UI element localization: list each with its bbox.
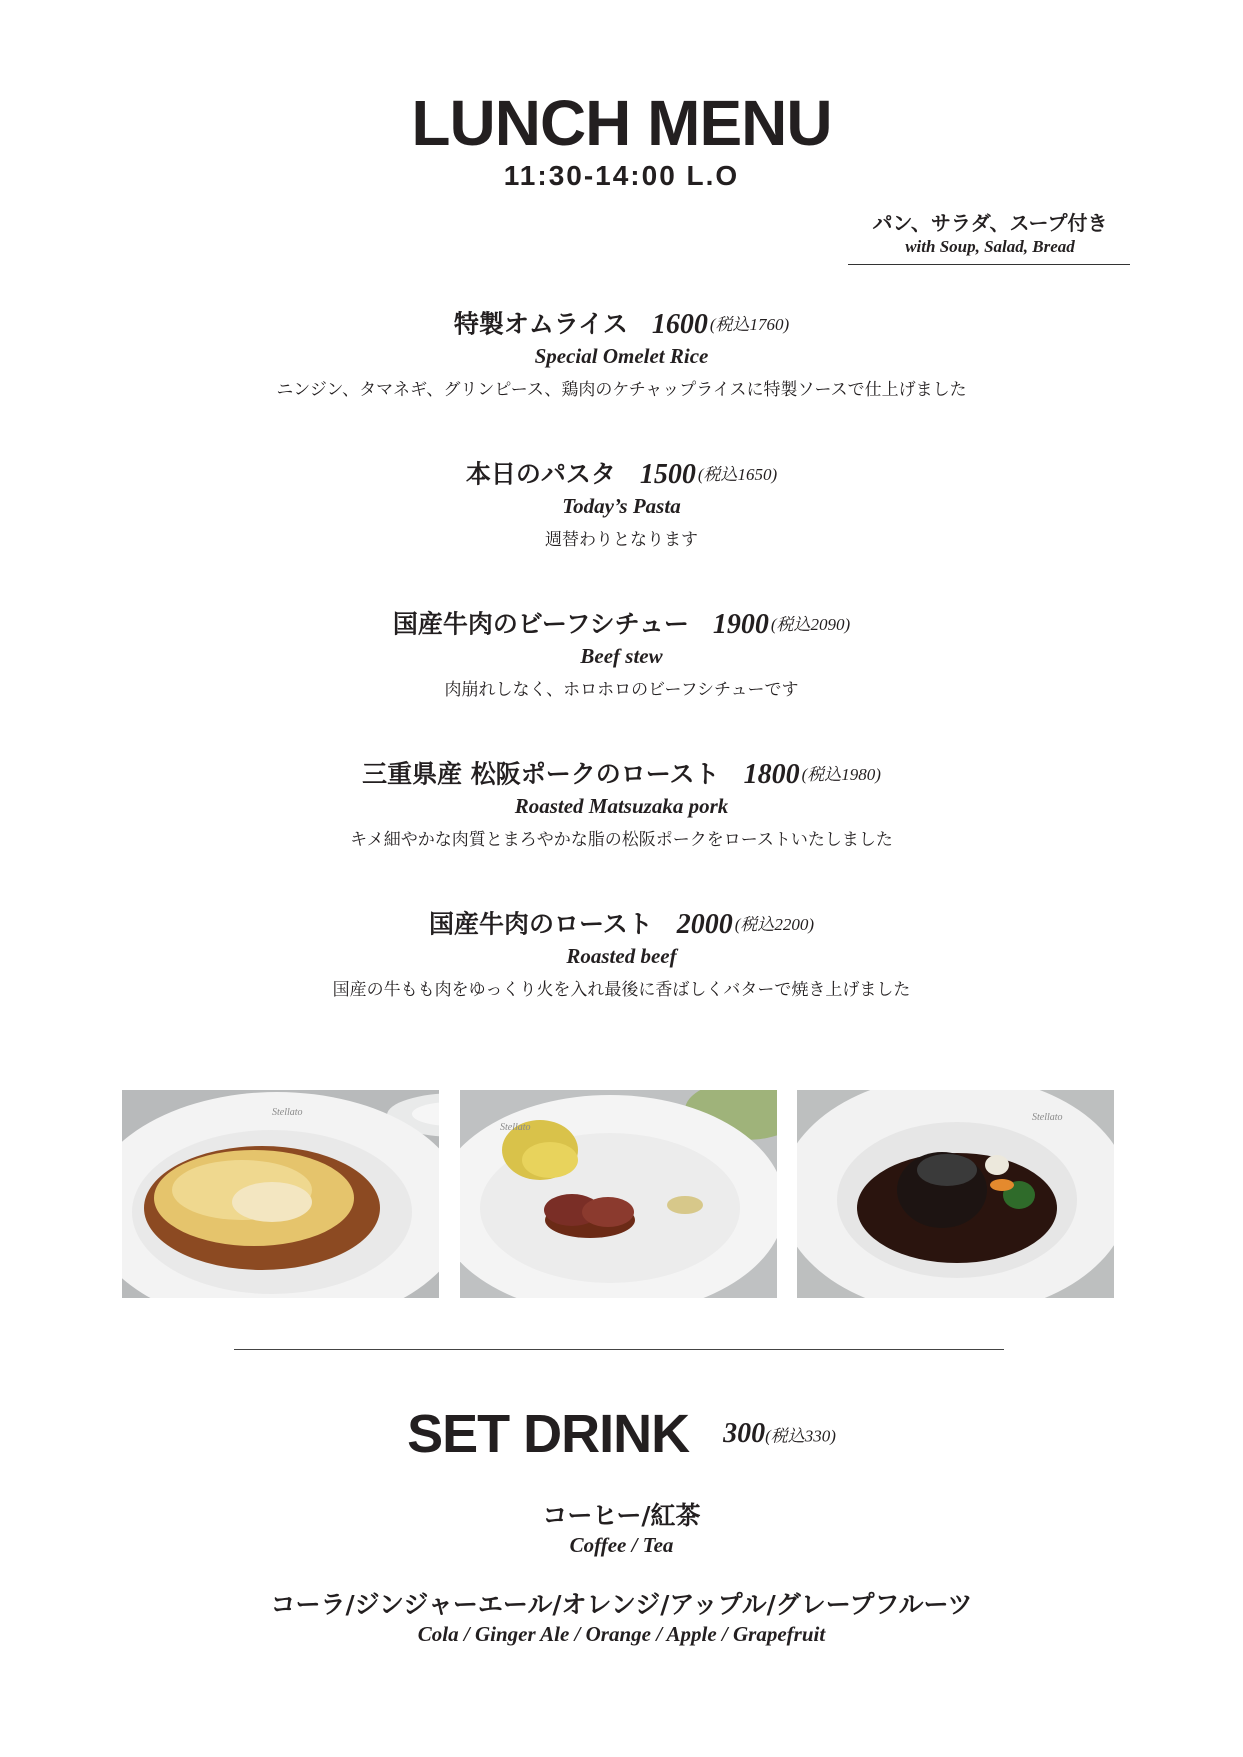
menu-item-omelet-rice — [0, 306, 1243, 402]
item-name-jp: 特製オムライス — [453, 309, 628, 339]
service-hours: 11:30-14:00 L.O — [503, 160, 740, 191]
menu-item-roasted-beef — [0, 906, 1243, 1002]
item-tax-price: (税込1760) — [709, 314, 790, 334]
drink-group-en: Cola / Ginger Ale / Orange / Apple / Grapefruit — [417, 1622, 826, 1646]
item-name-en: Roasted beef — [566, 944, 677, 968]
item-name-en: Beef stew — [580, 644, 663, 668]
item-name-jp: 国産牛肉のビーフシチュー — [392, 609, 689, 639]
item-price: 2000 — [676, 908, 733, 940]
includes-underline — [848, 264, 1130, 265]
menu-title: LUNCH MENU — [411, 87, 832, 159]
item-name-jp: 本日のパスタ — [465, 459, 616, 489]
item-tax-price: (税込2090) — [770, 614, 851, 634]
plate-brand-text: Stellato — [272, 1107, 303, 1118]
includes-jp: パン、サラダ、スープ付き — [872, 211, 1108, 235]
includes-note — [848, 210, 1132, 258]
photo-beef-stew — [797, 1090, 1114, 1298]
drink-group-hot — [0, 1500, 1243, 1558]
plate-brand-text: Stellato — [500, 1122, 531, 1133]
item-tax-price: (税込1980) — [801, 764, 881, 784]
item-description: 国産の牛もも肉をゆっくり火を入れ最後に香ばしくバターで焼き上げました — [332, 980, 911, 1000]
item-tax-price: (税込1650) — [697, 464, 778, 484]
set-drink-title: SET DRINK — [407, 1404, 690, 1464]
item-description: キメ細やかな肉質とまろやかな脂の松阪ポークをローストいたしました — [350, 830, 893, 850]
menu-item-matsuzaka-pork — [0, 756, 1243, 852]
item-price: 1500 — [639, 458, 696, 490]
item-price: 1800 — [743, 758, 800, 790]
item-price: 1600 — [651, 308, 708, 340]
set-drink-tax-price: (税込330) — [765, 1426, 836, 1446]
photo-roasted-beef — [460, 1090, 777, 1298]
set-drink-price: 300 — [723, 1418, 766, 1449]
drink-group-en: Coffee / Tea — [569, 1533, 674, 1557]
drink-group-jp: コーヒー/紅茶 — [542, 1501, 701, 1530]
section-divider — [234, 1349, 1004, 1350]
item-name-jp: 三重県産 松阪ポークのロースト — [362, 759, 720, 789]
item-description: ニンジン、タマネギ、グリンピース、鶏肉のケチャップライスに特製ソースで仕上げました — [276, 380, 967, 400]
item-price: 1900 — [712, 608, 769, 640]
includes-en: with Soup, Salad, Bread — [905, 237, 1075, 256]
item-name-en: Special Omelet Rice — [534, 344, 709, 368]
item-tax-price: (税込2200) — [734, 914, 815, 934]
plate-brand-text: Stellato — [1032, 1112, 1063, 1123]
item-description: 週替わりとなります — [545, 530, 698, 550]
item-name-en: Today’s Pasta — [562, 494, 681, 518]
item-description: 肉崩れしなく、ホロホロのビーフシチューです — [444, 680, 799, 700]
photo-omelet-rice — [122, 1090, 439, 1298]
menu-item-pasta — [0, 456, 1243, 552]
menu-item-beef-stew — [0, 606, 1243, 702]
drink-group-jp: コーラ/ジンジャーエール/オレンジ/アップル/グレープフルーツ — [270, 1590, 973, 1619]
set-drink-header — [0, 1404, 1243, 1464]
drink-group-cold — [0, 1589, 1243, 1647]
item-name-jp: 国産牛肉のロースト — [428, 909, 653, 939]
item-name-en: Roasted Matsuzaka pork — [514, 794, 729, 818]
